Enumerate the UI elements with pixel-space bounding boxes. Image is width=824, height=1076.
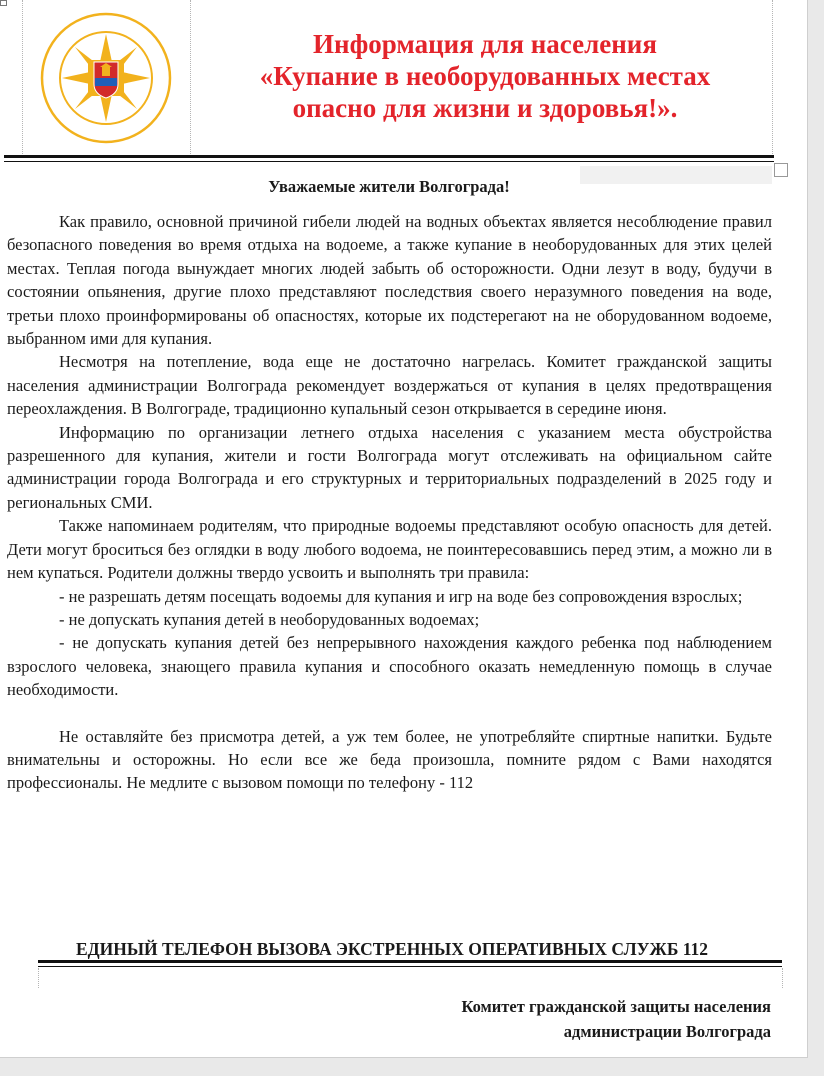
table-resize-handle[interactable] — [774, 163, 788, 177]
footer-rule-thick — [38, 960, 782, 963]
paragraph-5: Не оставляйте без присмотра детей, а уж тем более, не употребляйте спиртные напитки. Будьте внимательны и осторожны. Но если все же беда произошла, помните рядом с Вами находятся профессионалы. Не медлите с вызовом помощи по телефону - 112 — [7, 726, 772, 793]
rule-item-2: - не допускать купания детей в необорудованных водоемах; — [59, 609, 480, 629]
footer-rule-thin — [38, 966, 782, 967]
header-rule-thick — [4, 155, 774, 158]
signature-block — [351, 994, 771, 1044]
paragraph-4: Также напоминаем родителям, что природные водоемы представляют особую опасность для детей. Дети могут броситься без оглядки в воду любого водоема, не поинтересовавшись перед этим, а можно ли в нем купаться. Родители должны твердо усвоить и выполнять три правила: — [7, 516, 772, 583]
greeting-heading: Уважаемые жители Волгограда! — [268, 177, 510, 196]
paragraph-1: Как правило, основной причиной гибели людей на водных объектах является несоблюдение правил безопасного поведения во время отдыха на водоеме, а также купание в необорудованных для этих целей местах. Теплая погода вынуждает многих людей забыть об осторожности. Одни лезут в воду, будучи в состоянии опьянения, другие плохо представляют последствия своего неразумного поведения на воде, третьи плохо проинформированы об опасностях, которые их подстерегают на не оборудованном водоеме, выбранном ими для купания. — [7, 212, 772, 349]
paragraph-3: Информацию по организации летнего отдыха населения с указанием места обустройства разрешенного для купания, жители и гости Волгограда могут отслеживать на официальном сайте администрации города Волгограда и его структурных и территориальных подразделений в 2025 году и региональных СМИ. — [7, 422, 772, 512]
title-line-1: Информация для населения — [313, 29, 657, 59]
header-table — [4, 0, 774, 160]
table-cell-border — [782, 968, 783, 988]
signature-line-2: администрации Волгограда — [563, 1022, 771, 1041]
rule-item-1: - не разрешать детям посещать водоемы для купания и игр на воде без сопровождения взрослых; — [59, 586, 743, 606]
table-cell-border — [38, 968, 39, 988]
notice-title — [194, 28, 776, 124]
rule-item-3: - не допускать купания детей без непрерывного нахождения каждого ребенка под наблюдением взрослого человека, знающего правила купания и способного оказать немедленную помощь в случае необходимости. — [7, 633, 772, 700]
emergency-phone-line: ЕДИНЫЙ ТЕЛЕФОН ВЫЗОВА ЭКСТРЕННЫХ ОПЕРАТИВНЫХ СЛУЖБ 112 — [75, 939, 709, 959]
title-line-3: опасно для жизни и здоровья!». — [292, 93, 678, 123]
civil-defense-emblem-logo — [40, 12, 172, 144]
header-rule-thin — [4, 161, 774, 162]
document-body — [7, 210, 772, 795]
emblem-icon — [40, 12, 172, 144]
title-line-2: «Купание в необорудованных местах — [259, 61, 711, 91]
paragraph-2: Несмотря на потепление, вода еще не достаточно нагрелась. Комитет гражданской защиты населения администрации Волгограда рекомендует воздержаться от купания в целях предотвращения переохлаждения. В Волгограде, традиционно купальный сезон открывается в середине июня. — [7, 352, 772, 419]
signature-line-1: Комитет гражданской защиты населения — [461, 997, 771, 1016]
